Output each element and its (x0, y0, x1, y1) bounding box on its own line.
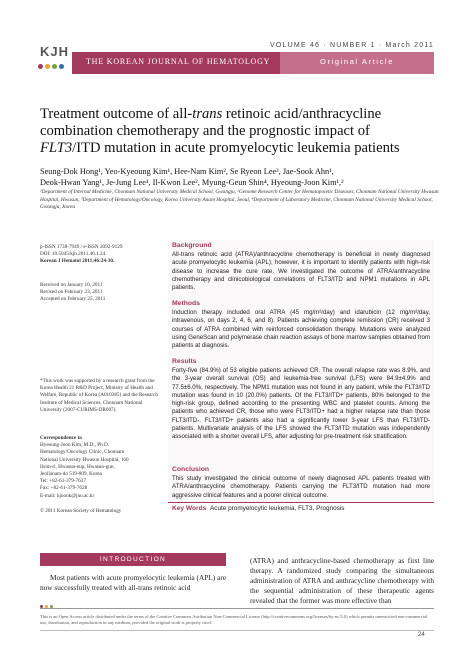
corr-line: Hematology/Oncology Clinic, Chonnam (40, 449, 125, 456)
title-italic: trans (192, 106, 223, 122)
received-date: Received on January 10, 2011 (40, 282, 103, 288)
corr-line: Hyeoung-Joon Kim, M.D., Ph.D. (40, 442, 110, 449)
journal-logo: KJH (40, 44, 70, 59)
title-part: combination chemotherapy and the prognostic impact of (40, 123, 370, 139)
abstract-conclusion-text: This study investigated the clinical outcome of newly diagnosed APL patients treated with ATRA/anthracycline chemotherapy. Patients carrying the FLT3/ITD mutation had more aggressive clinical features and a poorer clinical outcome. (172, 475, 430, 499)
logo-dot (38, 64, 43, 69)
title-part: Treatment outcome of all- (40, 106, 193, 122)
authors-line: Seung-Dok Hong¹, Yeo-Kyeoung Kim¹, Hee-Nam Kim², Se Ryeon Lee³, Jae-Sook Ahn¹, (40, 167, 334, 176)
footer-dot (40, 605, 43, 608)
introduction-text: Most patients with acute promyelocytic leukemia (APL) are now successfully treated with all-trans retinoic acid (40, 573, 226, 592)
copyright: © 2011 Korean Society of Hematology (40, 508, 122, 514)
volume-line: VOLUME 46 · NUMBER 1 · March 2011 (270, 42, 434, 49)
footer-divider (40, 608, 434, 609)
logo-dot (45, 64, 50, 69)
abstract-conclusion-heading: Conclusion (172, 466, 210, 473)
corr-line: National University Hwasun Hospital, 160 (40, 456, 129, 463)
footer-divider-bottom (40, 630, 434, 631)
correspondence (40, 435, 160, 500)
article-identifiers (40, 244, 160, 266)
logo-dot (59, 64, 64, 69)
keywords: Acute promyelocytic leukemia, FLT3, Prognosis (210, 505, 345, 512)
title-italic: FLT3 (40, 140, 73, 156)
title-part: /ITD mutation in acute promyelocytic leukemia patients (72, 140, 400, 156)
introduction-heading: INTRODUCTION (99, 556, 167, 563)
corr-email[interactable]: E-mail: hjoonk@jnu.ac.kr (40, 492, 95, 499)
page-number: 24 (418, 632, 425, 638)
corr-line: Ilsim-ri, Hwasun-eup, Hwasun-gun, (40, 463, 115, 470)
license-note: This is an Open Access article distributed under the terms of the Creative Commons Attribution Non-Commercial License (http://creativecommons.org/licenses/by-nc/3.0) which permits unrestricted non-commercial use, distribution, and reproduction in any medium, provided the original work is properly cited. (40, 614, 428, 625)
abstract-methods-text: Induction therapy included oral ATRA (45 mg/m²/day) and idarubicin (12 mg/m²/day, intravenous, on days 2, 4, 6, and 8). Patients achieving complete remission (CR) received 3 courses of ATRA combined with reinforced consolidation therapy. Mutations were analyzed using GeneScan and polymerase chain reaction assays of bone marrow samples obtained from patients at diagnosis. (172, 309, 430, 350)
footer-dots (40, 605, 60, 611)
footer-dot (45, 605, 48, 608)
abstract-results-text: Forty-five (84.9%) of 53 eligible patients achieved CR. The overall relapse rate was 8.9%, and the 3-year overall survival (OS) and leukemia-free survival (LFS) were 84.9±4.9% and 77.5±6.0%, respectively. The NPM1 mutation was not found in any patient, while the FLT3/ITD mutation was found in 10 (20.0%) patients. Of the FLT3/ITD+ patients, 80% belonged to the high-risk group, defined according to the presenting WBC and platelet counts. Among the patients who achieved CR, those who were FLT3/ITD+ had a higher relapse rate than those FLT3/ITD-. FLT3/ITD+ patients also had a significantly lower 3-year LFS than FLT3/ITD- patients. Multivariate analysis of the LFS showed the FLT3/ITD mutation was independently associated with a shorter overall LFS, after adjusting for pre-treatment risk stratification. (172, 367, 430, 441)
abstract-background-text: All-trans retinoic acid (ATRA)/anthracycline chemotherapy is beneficial in newly diagnosed acute promyelocytic leukemia (APL); however, it is important to identify patients with high-risk disease to increase the cure rate. We investigated the outcome of ATRA/anthracycline chemotherapy and clinicobiological correlations of FLT3/ITD and NPM1 mutations in APL patients. (172, 251, 430, 292)
citation: Korean J Hematol 2011;46:24-30. (40, 258, 115, 265)
article-dates (40, 282, 160, 304)
article-title (40, 106, 440, 157)
affiliations: ¹Department of Internal Medicine, Chonnam National University Medical School, Gwangju, ²Genome Research Center for Hematopoietic Diseases, Chonnam National University Hwasun Hospital, Hwasun, ³Department of Hematology/Oncology, Korea University Anam Hospital, Seoul, ⁴Department of Laboratory Medicine, Chonnam National University Medical School, Gwangju, Korea (40, 189, 439, 211)
corr-line: Tel: +82-61-379-7637 (40, 478, 86, 485)
doi[interactable]: DOI: 10.5045/kjh.2011.46.1.24 (40, 251, 106, 258)
accepted-date: Accepted on February 25, 2011 (40, 296, 106, 303)
authors (40, 166, 440, 188)
keywords-label: Key Words (172, 505, 207, 512)
footer-dot (50, 605, 53, 608)
issn: p-ISSN 1738-7949 / e-ISSN 2092-9129 (40, 244, 123, 250)
authors-line: Deok-Hwan Yang¹, Je-Jung Lee¹, Il-Kwon Lee², Myung-Geun Shin⁴, Hyeoung-Joon Kim¹,² (40, 178, 344, 187)
corr-line: Fax: +82-61-379-7628 (40, 485, 88, 492)
revised-date: Revised on February 23, 2011 (40, 289, 103, 296)
title-part: retinoic acid/anthracycline (222, 106, 382, 122)
journal-name: THE KOREAN JOURNAL OF HEMATOLOGY (86, 57, 271, 66)
keywords-divider (168, 502, 434, 503)
logo-dots (38, 60, 68, 74)
abstract-results-heading: Results (172, 358, 197, 365)
corr-line: Jeollanam-do 519-809, Korea (40, 471, 102, 478)
logo-dot (52, 64, 57, 69)
funding-note: *This work was supported by a research grant from the Korea Health 21 R&D Project, Ministry of Health and Welfare, Republic of Korea (A010385) and the Research Institute of Medical Sciences, Chonnam National University (2007-CURIMS-DR007). (40, 378, 158, 413)
abstract-background-heading: Background (172, 242, 212, 249)
article-type: Original Article (320, 57, 394, 66)
abstract-methods-heading: Methods (172, 300, 200, 307)
correspondence-heading: Correspondence to (40, 435, 82, 441)
body-text-right: (ATRA) and anthracycline-based chemotherapy as first line therapy. A randomized study comparing the simultaneous administration of ATRA and anthracycline chemotherapy with the sequential administration of these therapeutic agents revealed that the former was more effective than (250, 556, 434, 605)
